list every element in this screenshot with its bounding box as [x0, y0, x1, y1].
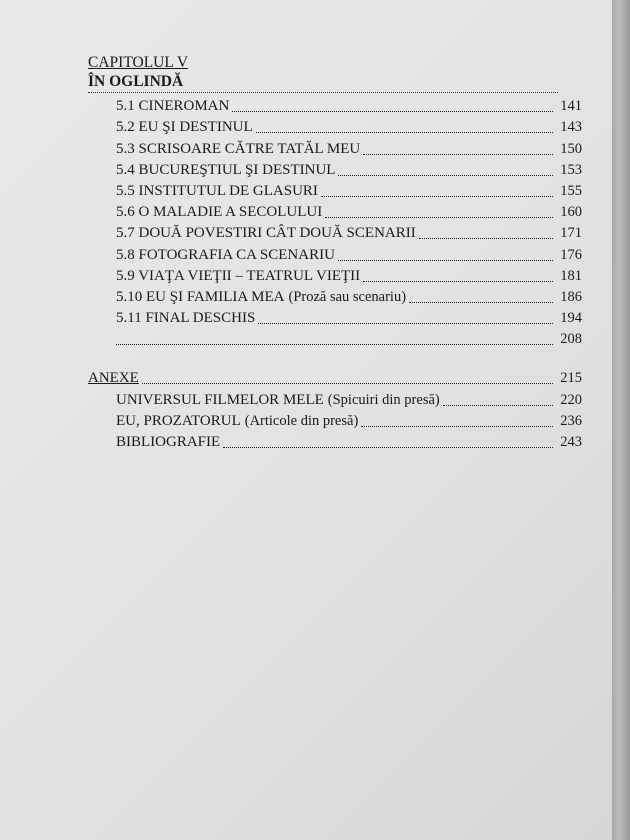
toc-entry — [88, 306, 582, 327]
toc-entry — [88, 264, 582, 285]
leader-dots — [338, 260, 553, 261]
entry-title: 5.5 INSTITUTUL DE GLASURI — [116, 182, 318, 199]
final-page-row — [88, 327, 582, 348]
entry-title: 5.9 VIAŢA VIEŢII – TEATRUL VIEŢII — [116, 267, 361, 284]
toc-entry — [88, 221, 582, 242]
leader-dots — [361, 426, 553, 427]
page-number: 236 — [560, 412, 582, 429]
annex-label: ANEXE — [88, 370, 139, 387]
chapter-title: ÎN OGLINDĂ — [88, 72, 558, 93]
entry-title: 5.8 FOTOGRAFIA CA SCENARIU — [116, 246, 335, 263]
annex-heading-row — [88, 366, 582, 387]
page-number: 153 — [560, 161, 582, 178]
toc-entry — [88, 285, 582, 306]
leader-dots — [321, 196, 553, 197]
toc-entry — [88, 136, 582, 157]
entry-note: (Spicuiri din presă) — [327, 391, 440, 408]
page-number: 141 — [560, 98, 582, 115]
toc-entry — [88, 158, 582, 179]
annex-entries — [88, 387, 582, 451]
toc-entry — [88, 430, 582, 451]
entry-title: 5.3 SCRISOARE CĂTRE TATĂL MEU — [116, 140, 361, 157]
toc-entry — [88, 179, 582, 200]
leader-dots — [142, 383, 553, 384]
toc-entry — [88, 115, 582, 136]
entry-note: (Articole din presă) — [244, 412, 359, 429]
table-of-contents — [88, 54, 582, 451]
leader-dots — [409, 302, 553, 303]
page-number: 171 — [560, 225, 582, 242]
leader-dots — [232, 111, 553, 112]
page-number: 194 — [560, 310, 582, 327]
entry-title: UNIVERSUL FILMELOR MELE — [116, 391, 324, 408]
entry-title: EU, PROZATORUL — [116, 412, 241, 429]
page-number: 181 — [560, 267, 582, 284]
page-number: 150 — [560, 140, 582, 157]
page-number: 176 — [560, 246, 582, 263]
leader-dots — [223, 447, 553, 448]
entry-title: 5.4 BUCUREŞTIUL ŞI DESTINUL — [116, 161, 336, 178]
chapter-label: CAPITOLUL V — [88, 54, 189, 71]
toc-entry — [88, 242, 582, 263]
toc-entry — [88, 387, 582, 408]
page-number: 208 — [560, 331, 582, 348]
page-number: 143 — [560, 119, 582, 136]
toc-entry — [88, 94, 582, 115]
entry-title: 5.1 CINEROMAN — [116, 98, 230, 115]
entry-title: 5.11 FINAL DESCHIS — [116, 310, 256, 327]
toc-entry — [88, 200, 582, 221]
page-number: 160 — [560, 204, 582, 221]
leader-dots — [256, 132, 553, 133]
entry-title: 5.2 EU ŞI DESTINUL — [116, 119, 253, 136]
leader-dots — [443, 405, 553, 406]
leader-dots — [325, 217, 553, 218]
page-number: 220 — [560, 391, 582, 408]
entry-title: 5.7 DOUĂ POVESTIRI CÂT DOUĂ SCENARII — [116, 225, 416, 242]
entry-title: BIBLIOGRAFIE — [116, 434, 221, 450]
page-number: 215 — [560, 370, 582, 387]
page-edge — [612, 0, 630, 840]
entry-note: (Proză sau scenariu) — [288, 288, 407, 305]
leader-dots — [258, 323, 553, 324]
chapter-entries — [88, 94, 582, 327]
entry-title: 5.6 O MALADIE A SECOLULUI — [116, 204, 323, 221]
leader-dots — [116, 344, 553, 345]
toc-entry — [88, 409, 582, 430]
page-number: 243 — [560, 434, 582, 450]
leader-dots — [419, 238, 553, 239]
leader-dots — [363, 154, 553, 155]
entry-title: 5.10 EU ŞI FAMILIA MEA — [116, 288, 285, 305]
page-number: 186 — [560, 288, 582, 305]
leader-dots — [363, 281, 553, 282]
page-number: 155 — [560, 182, 582, 199]
leader-dots — [338, 175, 553, 176]
